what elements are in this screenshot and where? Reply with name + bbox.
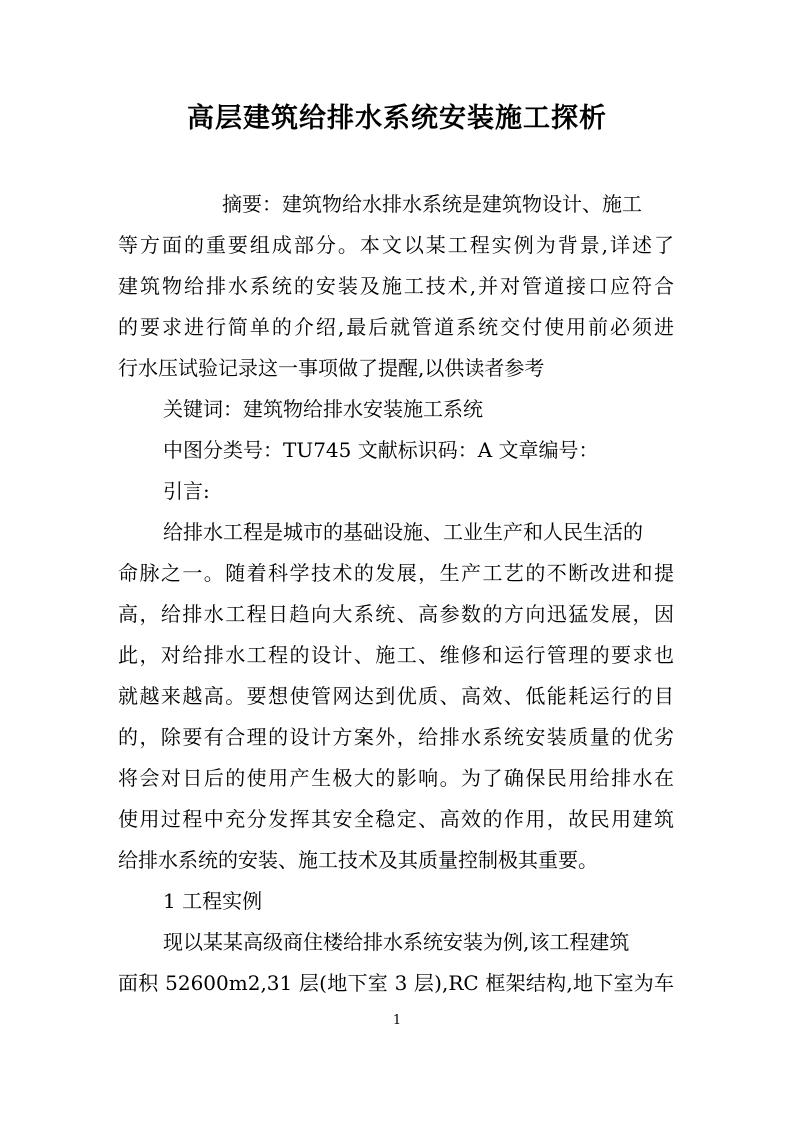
intro-paragraph-line-5: 就越来越高。要想使管网达到优质、高效、低能耗运行的目 bbox=[118, 684, 674, 708]
abstract-line-5: 行水压试验记录这一事项做了提醒,以供读者参考 bbox=[118, 356, 545, 380]
abstract-line-4: 的要求进行简单的介绍,最后就管道系统交付使用前必须进 bbox=[118, 315, 674, 339]
intro-paragraph-line-9: 给排水系统的安装、施工技术及其质量控制极其重要。 bbox=[118, 848, 598, 872]
keywords-line: 关键词：建筑物给排水安装施工系统 bbox=[163, 397, 483, 421]
intro-paragraph-line-6: 的，除要有合理的设计方案外，给排水系统安装质量的优劣 bbox=[118, 725, 674, 749]
section-heading-1: 1 工程实例 bbox=[163, 889, 263, 913]
introduction-heading: 引言: bbox=[163, 479, 210, 503]
intro-paragraph-line-2: 命脉之一。随着科学技术的发展，生产工艺的不断改进和提 bbox=[118, 561, 674, 585]
abstract-line-1: 摘要：建筑物给水排水系统是建筑物设计、施工 bbox=[222, 192, 642, 216]
intro-paragraph-line-7: 将会对日后的使用产生极大的影响。为了确保民用给排水在 bbox=[118, 766, 674, 790]
section-1-line-1: 现以某某高级商住楼给排水系统安装为例,该工程建筑 bbox=[163, 930, 630, 954]
section-1-line-2: 面积 52600m2,31 层(地下室 3 层),RC 框架结构,地下室为车 bbox=[118, 971, 674, 995]
abstract-line-3: 建筑物给排水系统的安装及施工技术,并对管道接口应符合 bbox=[118, 274, 674, 298]
intro-paragraph-line-4: 此，对给排水工程的设计、施工、维修和运行管理的要求也 bbox=[118, 643, 674, 667]
document-title: 高层建筑给排水系统安装施工探析 bbox=[187, 103, 607, 134]
intro-paragraph-line-1: 给排水工程是城市的基础设施、工业生产和人民生活的 bbox=[163, 520, 643, 544]
classification-line: 中图分类号：TU745 文献标识码：A 文章编号： bbox=[163, 438, 599, 462]
intro-paragraph-line-8: 使用过程中充分发挥其安全稳定、高效的作用，故民用建筑 bbox=[118, 807, 674, 831]
abstract-line-2: 等方面的重要组成部分。本文以某工程实例为背景,详述了 bbox=[118, 233, 674, 257]
intro-paragraph-line-3: 高，给排水工程日趋向大系统、高参数的方向迅猛发展，因 bbox=[118, 602, 674, 626]
page-number: 1 bbox=[392, 1013, 402, 1028]
document-body bbox=[118, 184, 674, 1004]
